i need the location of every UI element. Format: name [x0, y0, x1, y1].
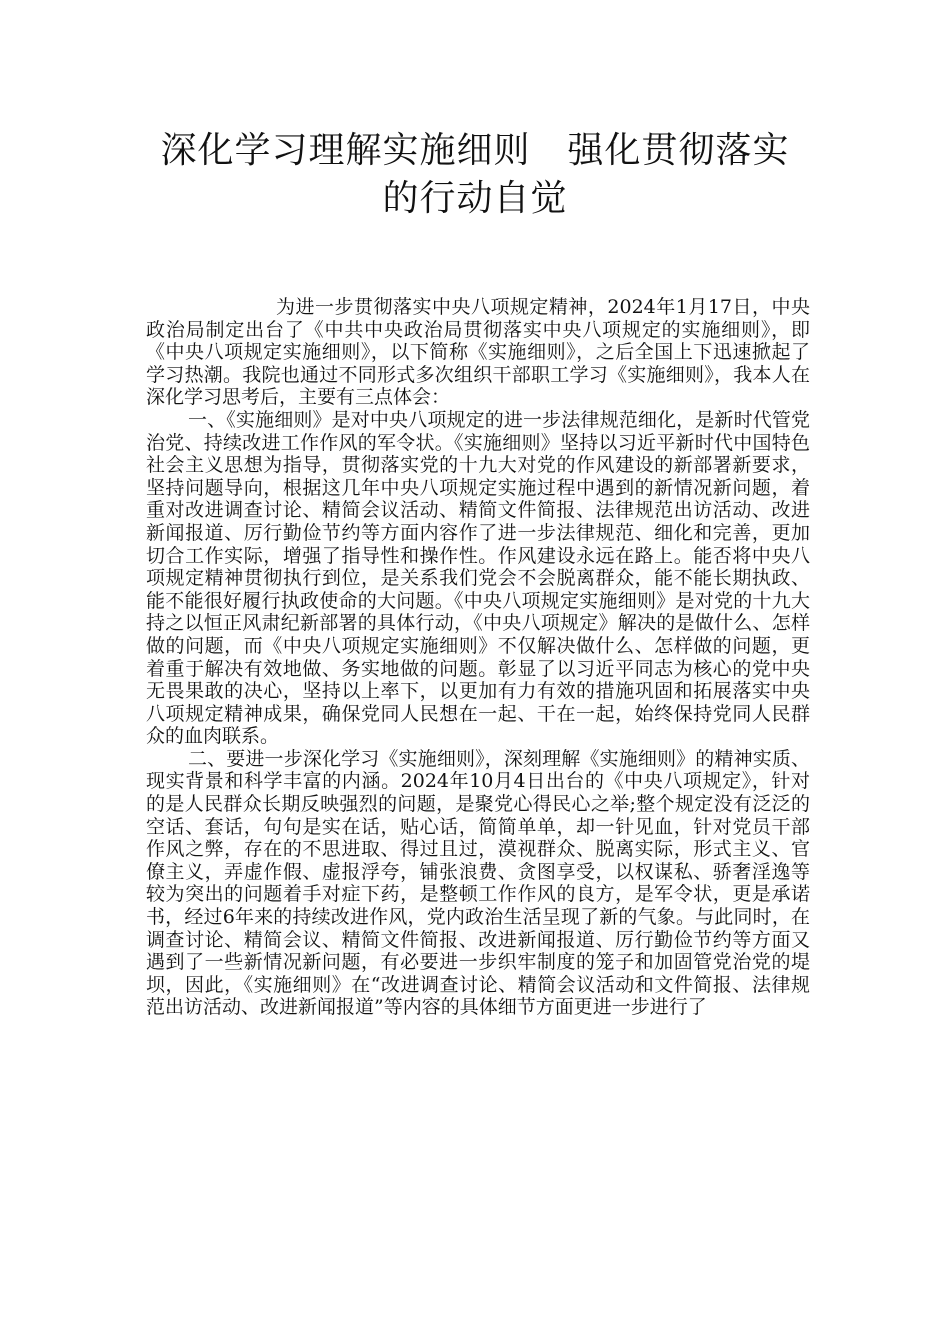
title-line-1: 深化学习理解实施细则 强化贯彻落实 — [160, 130, 790, 171]
title-line-2: 的行动自觉 — [382, 178, 568, 219]
paragraph-point-two: 二、要进一步深化学习《实施细则》，深刻理解《实施细则》的精神实质、现实背景和科学丰富的内涵。2024年10月4日出台的《中央八项规定》，针对的是人民群众长期反映强烈的问题，是聚党心得民心之举;整个规定没有泛泛的空话、套话，句句是实在话，贴心话，简简单单，却一针见血，针对党员干部作风之弊，存在的不思进取、得过且过，漠视群众、脱离实际，形式主义、官僚主义，弄虚作假、虚报浮夸，铺张浪费、贪图享受，以权谋私、骄奢淫逸等较为突出的问题着手对症下药，是整顿工作作风的良方，是军令状，更是承诺书，经过6年来的持续改进作风，党内政治生活呈现了新的气象。与此同时，在调查讨论、精简会议、精简文件简报、改进新闻报道、厉行勤俭节约等方面又遇到了一些新情况新问题，有必要进一步织牢制度的笼子和加固管党治党的堤坝，因此，《实施细则》在“改进调查讨论、精简会议活动和文件简报、法律规范出访活动、改进新闻报道”等内容的具体细节方面更进一步进行了 — [146, 747, 810, 1019]
document-title — [140, 127, 810, 223]
paragraph-intro: 为进一步贯彻落实中央八项规定精神，2024年1月17日，中央政治局制定出台了《中共中央政治局贯彻落实中央八项规定的实施细则》，即《中央八项规定实施细则》，以下简称《实施细则》，之后全国上下迅速掀起了学习热潮。我院也通过不同形式多次组织干部职工学习《实施细则》，我本人在深化学习思考后，主要有三点体会： — [146, 296, 810, 409]
document-body — [146, 296, 810, 1019]
paragraph-point-one: 一、《实施细则》是对中央八项规定的进一步法律规范细化，是新时代管党治党、持续改进工作作风的军令状。《实施细则》坚持以习近平新时代中国特色社会主义思想为指导，贯彻落实党的十九大对党的作风建设的新部署新要求，坚持问题导向，根据这几年中央八项规定实施过程中遇到的新情况新问题，着重对改进调查讨论、精简会议活动、精简文件简报、法律规范出访活动、改进新闻报道、厉行勤俭节约等方面内容作了进一步法律规范、细化和完善，更加切合工作实际，增强了指导性和操作性。作风建设永远在路上。能否将中央八项规定精神贯彻执行到位，是关系我们党会不会脱离群众，能不能长期执政、能不能很好履行执政使命的大问题。《中央八项规定实施细则》是对党的十九大持之以恒正风肃纪新部署的具体行动，《中央八项规定》解决的是做什么、怎样做的问题，而《中央八项规定实施细则》不仅解决做什么、怎样做的问题，更着重于解决有效地做、务实地做的问题。彰显了以习近平同志为核心的党中央无畏果敢的决心，坚持以上率下，以更加有力有效的措施巩固和拓展落实中央八项规定精神成果，确保党同人民想在一起、干在一起，始终保持党同人民群众的血肉联系。 — [146, 408, 810, 748]
